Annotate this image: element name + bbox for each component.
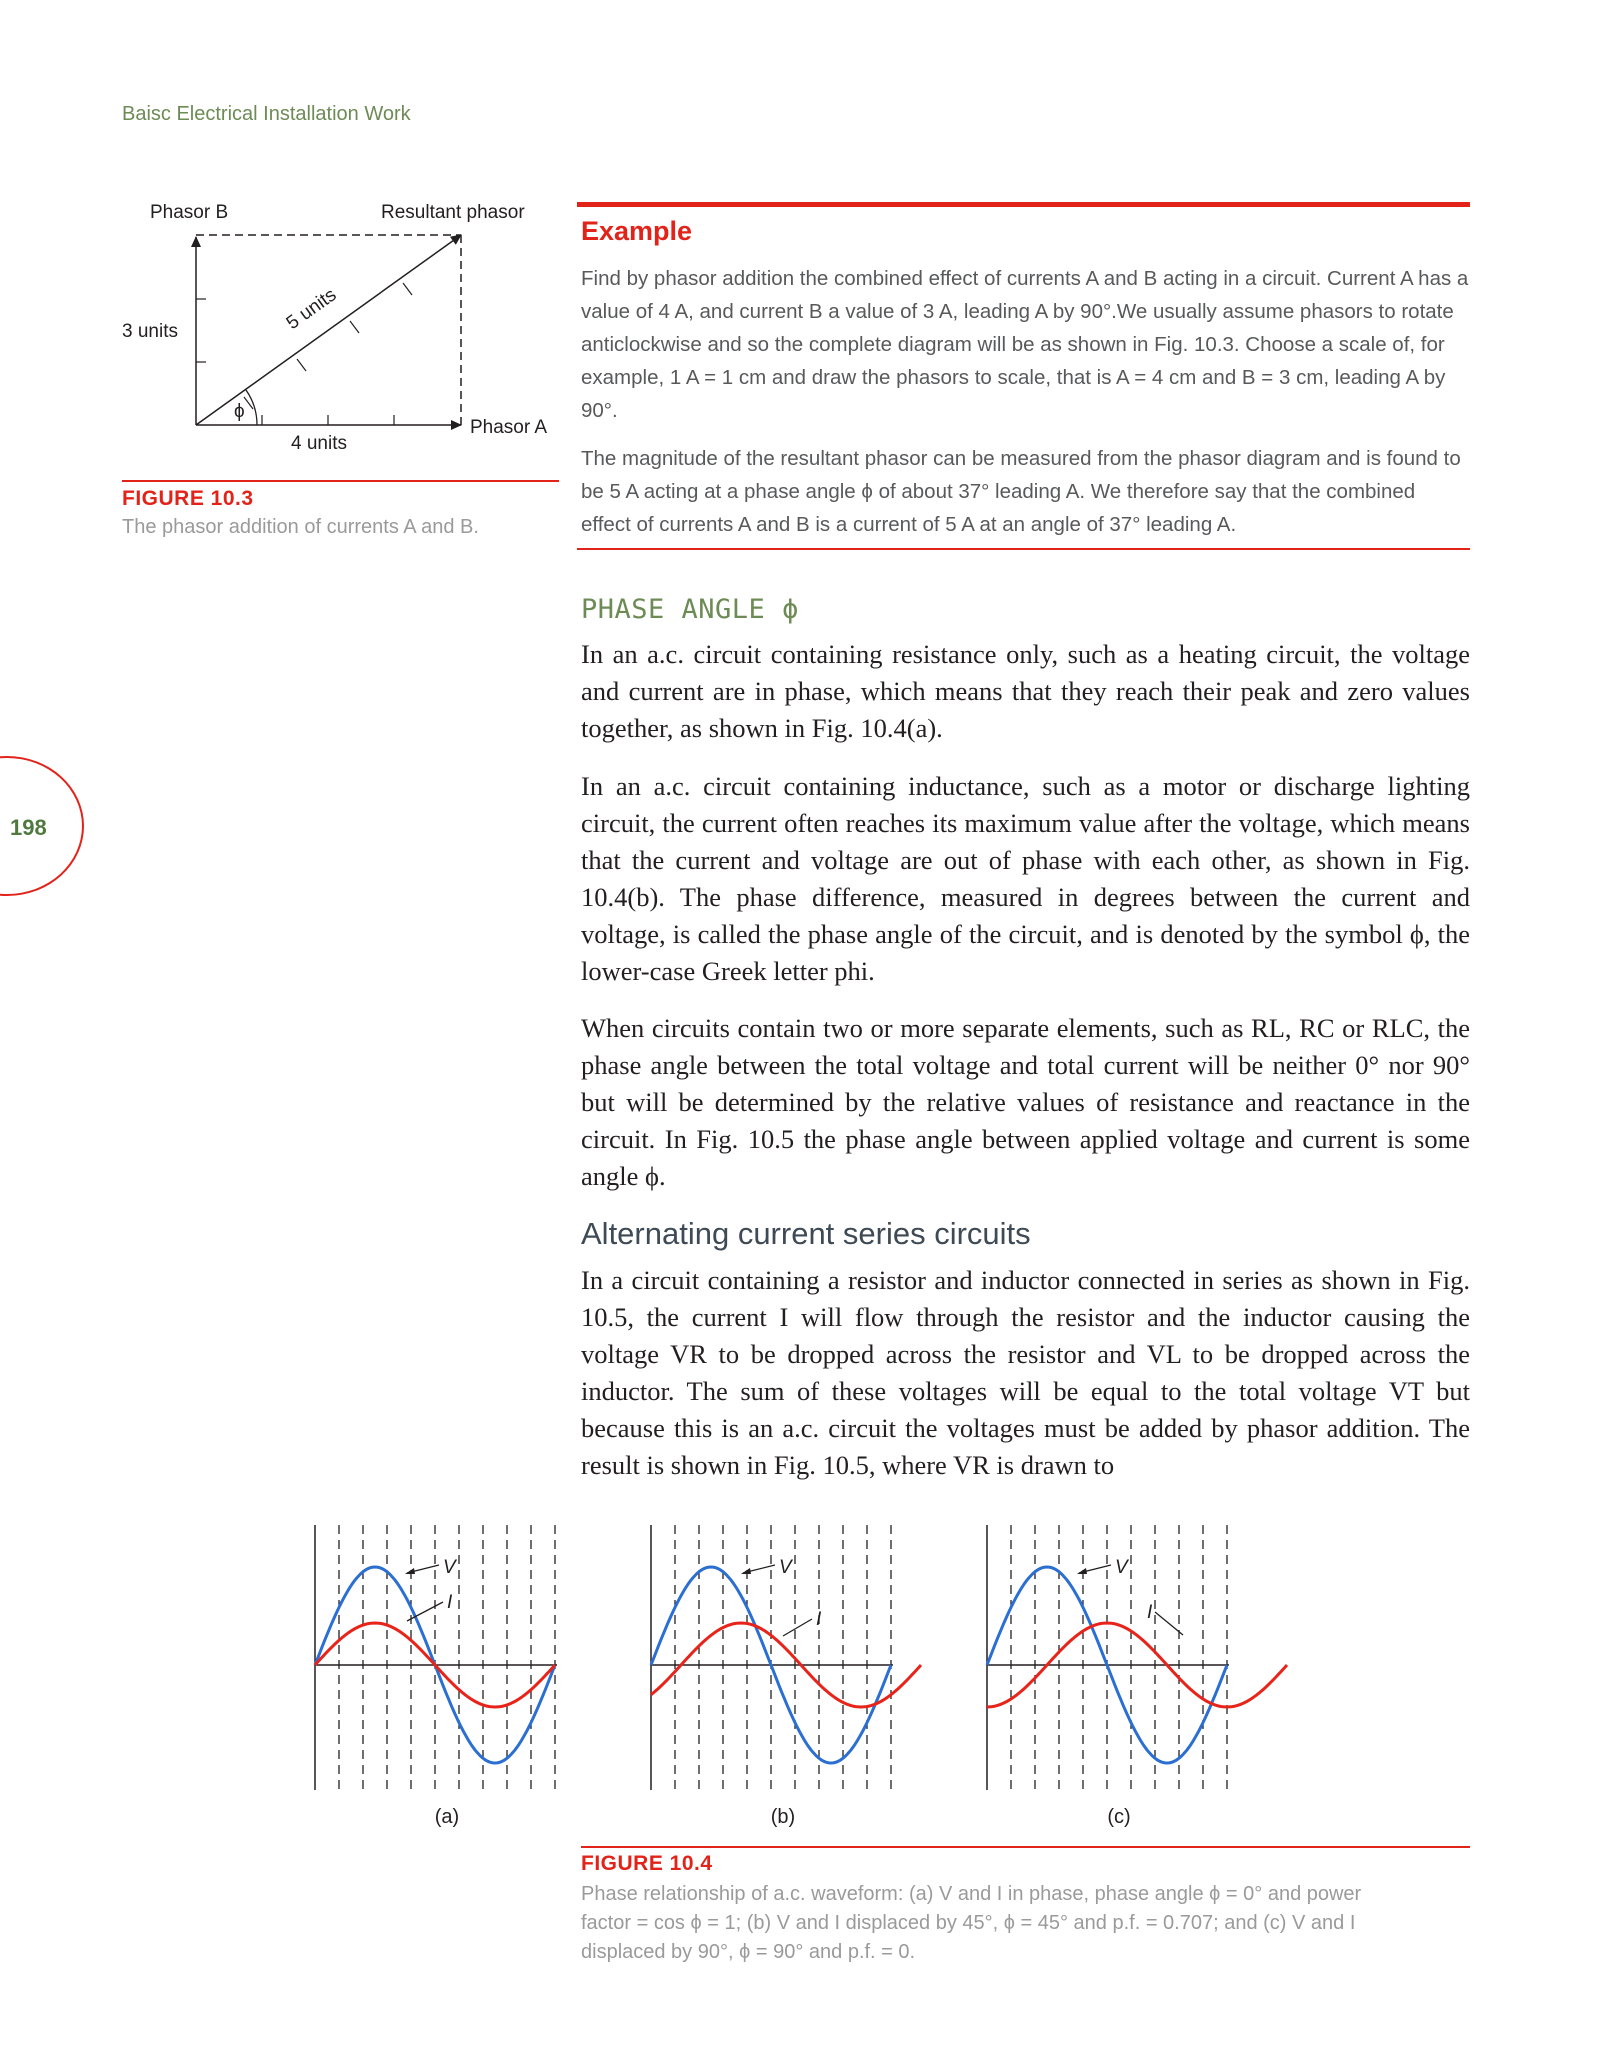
v-pointer-head: [405, 1568, 415, 1574]
v-pointer-head: [741, 1568, 751, 1574]
figure-10-3-caption: The phasor addition of currents A and B.: [122, 516, 479, 538]
tick: [297, 359, 306, 371]
units-4-label: 4 units: [291, 433, 347, 454]
i-label: I: [816, 1609, 822, 1630]
section-heading-ac-series: Alternating current series circuits: [581, 1216, 1031, 1251]
figure-10-4-caption: Phase relationship of a.c. waveform: (a) V and I in phase, phase angle ϕ = 0° and power factor = cos ϕ = 1; (b) V and I displaced by 45°, ϕ = 45° and p.f. = 0.707; and (c) V and I displaced by 90°, ϕ = 90° and p.f. = 0.: [581, 1883, 1362, 1963]
figure-10-3-label: FIGURE 10.3: [122, 487, 254, 510]
phase-paragraph-1: In an a.c. circuit containing resistance only, such as a heating circuit, the voltage and current are in phase, which means that they reach their peak and zero values together, as shown in Fig. 10.4(a).: [581, 639, 1470, 743]
figure-10-3-rule: [122, 480, 559, 482]
i-pointer: [783, 1619, 812, 1636]
ac-paragraph-1: In a circuit containing a resistor and inductor connected in series as shown in Fig. 10.5, the current I will flow through the resistor and the inductor causing the voltage VR to be dropped across the resistor and VL to be dropped across the inductor. The sum of these voltages will be equal to the total voltage VT but because this is an a.c. circuit the voltages must be added by phasor addition. The result is shown in Fig. 10.5, where VR is drawn to: [581, 1265, 1470, 1480]
panel-tag: (c): [1107, 1806, 1131, 1828]
resultant-phasor-label: Resultant phasor: [381, 202, 525, 223]
phasor-b-label: Phasor B: [150, 202, 229, 223]
units-5-label: 5 units: [282, 284, 341, 335]
example-paragraph-1: Find by phasor addition the combined effect of currents A and B acting in a circuit. Current A has a value of 4 A, and current B a value of 3 A, leading A by 90°.We usually assume phasors to rotate anticlockwise and so the complete diagram will be as shown in Fig. 10.3. Choose a scale of, for example, 1 A = 1 cm and draw the phasors to scale, that is A = 4 cm and B = 3 cm, leading A by 90°.: [581, 267, 1469, 422]
panel-tag: (a): [434, 1806, 460, 1828]
tick: [403, 283, 412, 295]
i-label: I: [1147, 1602, 1153, 1623]
example-title: Example: [581, 216, 693, 246]
figure-10-3-diagram: [110, 195, 570, 470]
v-label: V: [779, 1557, 792, 1578]
phase-paragraph-3: When circuits contain two or more separate elements, such as RL, RC or RLC, the phase angle between the total voltage and total current will be neither 0° nor 90° but will be determined by the relative values of resistance and reactance in the circuit. In Fig. 10.5 the phase angle between applied voltage and current is some angle ϕ.: [581, 1013, 1470, 1191]
figure-10-4-waveforms: [300, 1515, 1310, 1835]
v-label: V: [1115, 1557, 1128, 1578]
panel-tag: (b): [770, 1806, 796, 1828]
page-number: 198: [10, 815, 47, 840]
example-paragraph-2: The magnitude of the resultant phasor can be measured from the phasor diagram and is found to be 5 A acting at a phase angle ϕ of about 37° leading A. We therefore say that the combined effect of currents A and B is a current of 5 A at an angle of 37° leading A.: [581, 447, 1461, 536]
figure-10-4-label: FIGURE 10.4: [581, 1852, 713, 1875]
resultant-phasor-arrow: [196, 235, 461, 425]
phi-symbol: ϕ: [234, 401, 245, 422]
figure-10-4-rule: [581, 1846, 1470, 1848]
phase-paragraph-2: In an a.c. circuit containing inductance, such as a motor or discharge lighting circuit, the current often reaches its maximum value after the voltage, which means that the current and voltage are out of phase with each other, as shown in Fig. 10.4(b). The phase difference, measured in degrees between the current and voltage, is called the phase angle of the circuit, and is denoted by the symbol ϕ, the lower-case Greek letter phi.: [581, 771, 1470, 986]
i-label: I: [447, 1592, 453, 1613]
units-3-label: 3 units: [122, 321, 178, 342]
v-label: V: [443, 1557, 456, 1578]
v-pointer-head: [1077, 1568, 1087, 1574]
section-heading-phase-angle: PHASE ANGLE ϕ: [581, 594, 799, 625]
running-head: Baisc Electrical Installation Work: [122, 103, 411, 125]
tick: [350, 321, 359, 333]
example-box-bottom-rule: [577, 548, 1470, 550]
example-box-top-rule: [577, 202, 1470, 207]
phasor-a-label: Phasor A: [470, 417, 548, 438]
